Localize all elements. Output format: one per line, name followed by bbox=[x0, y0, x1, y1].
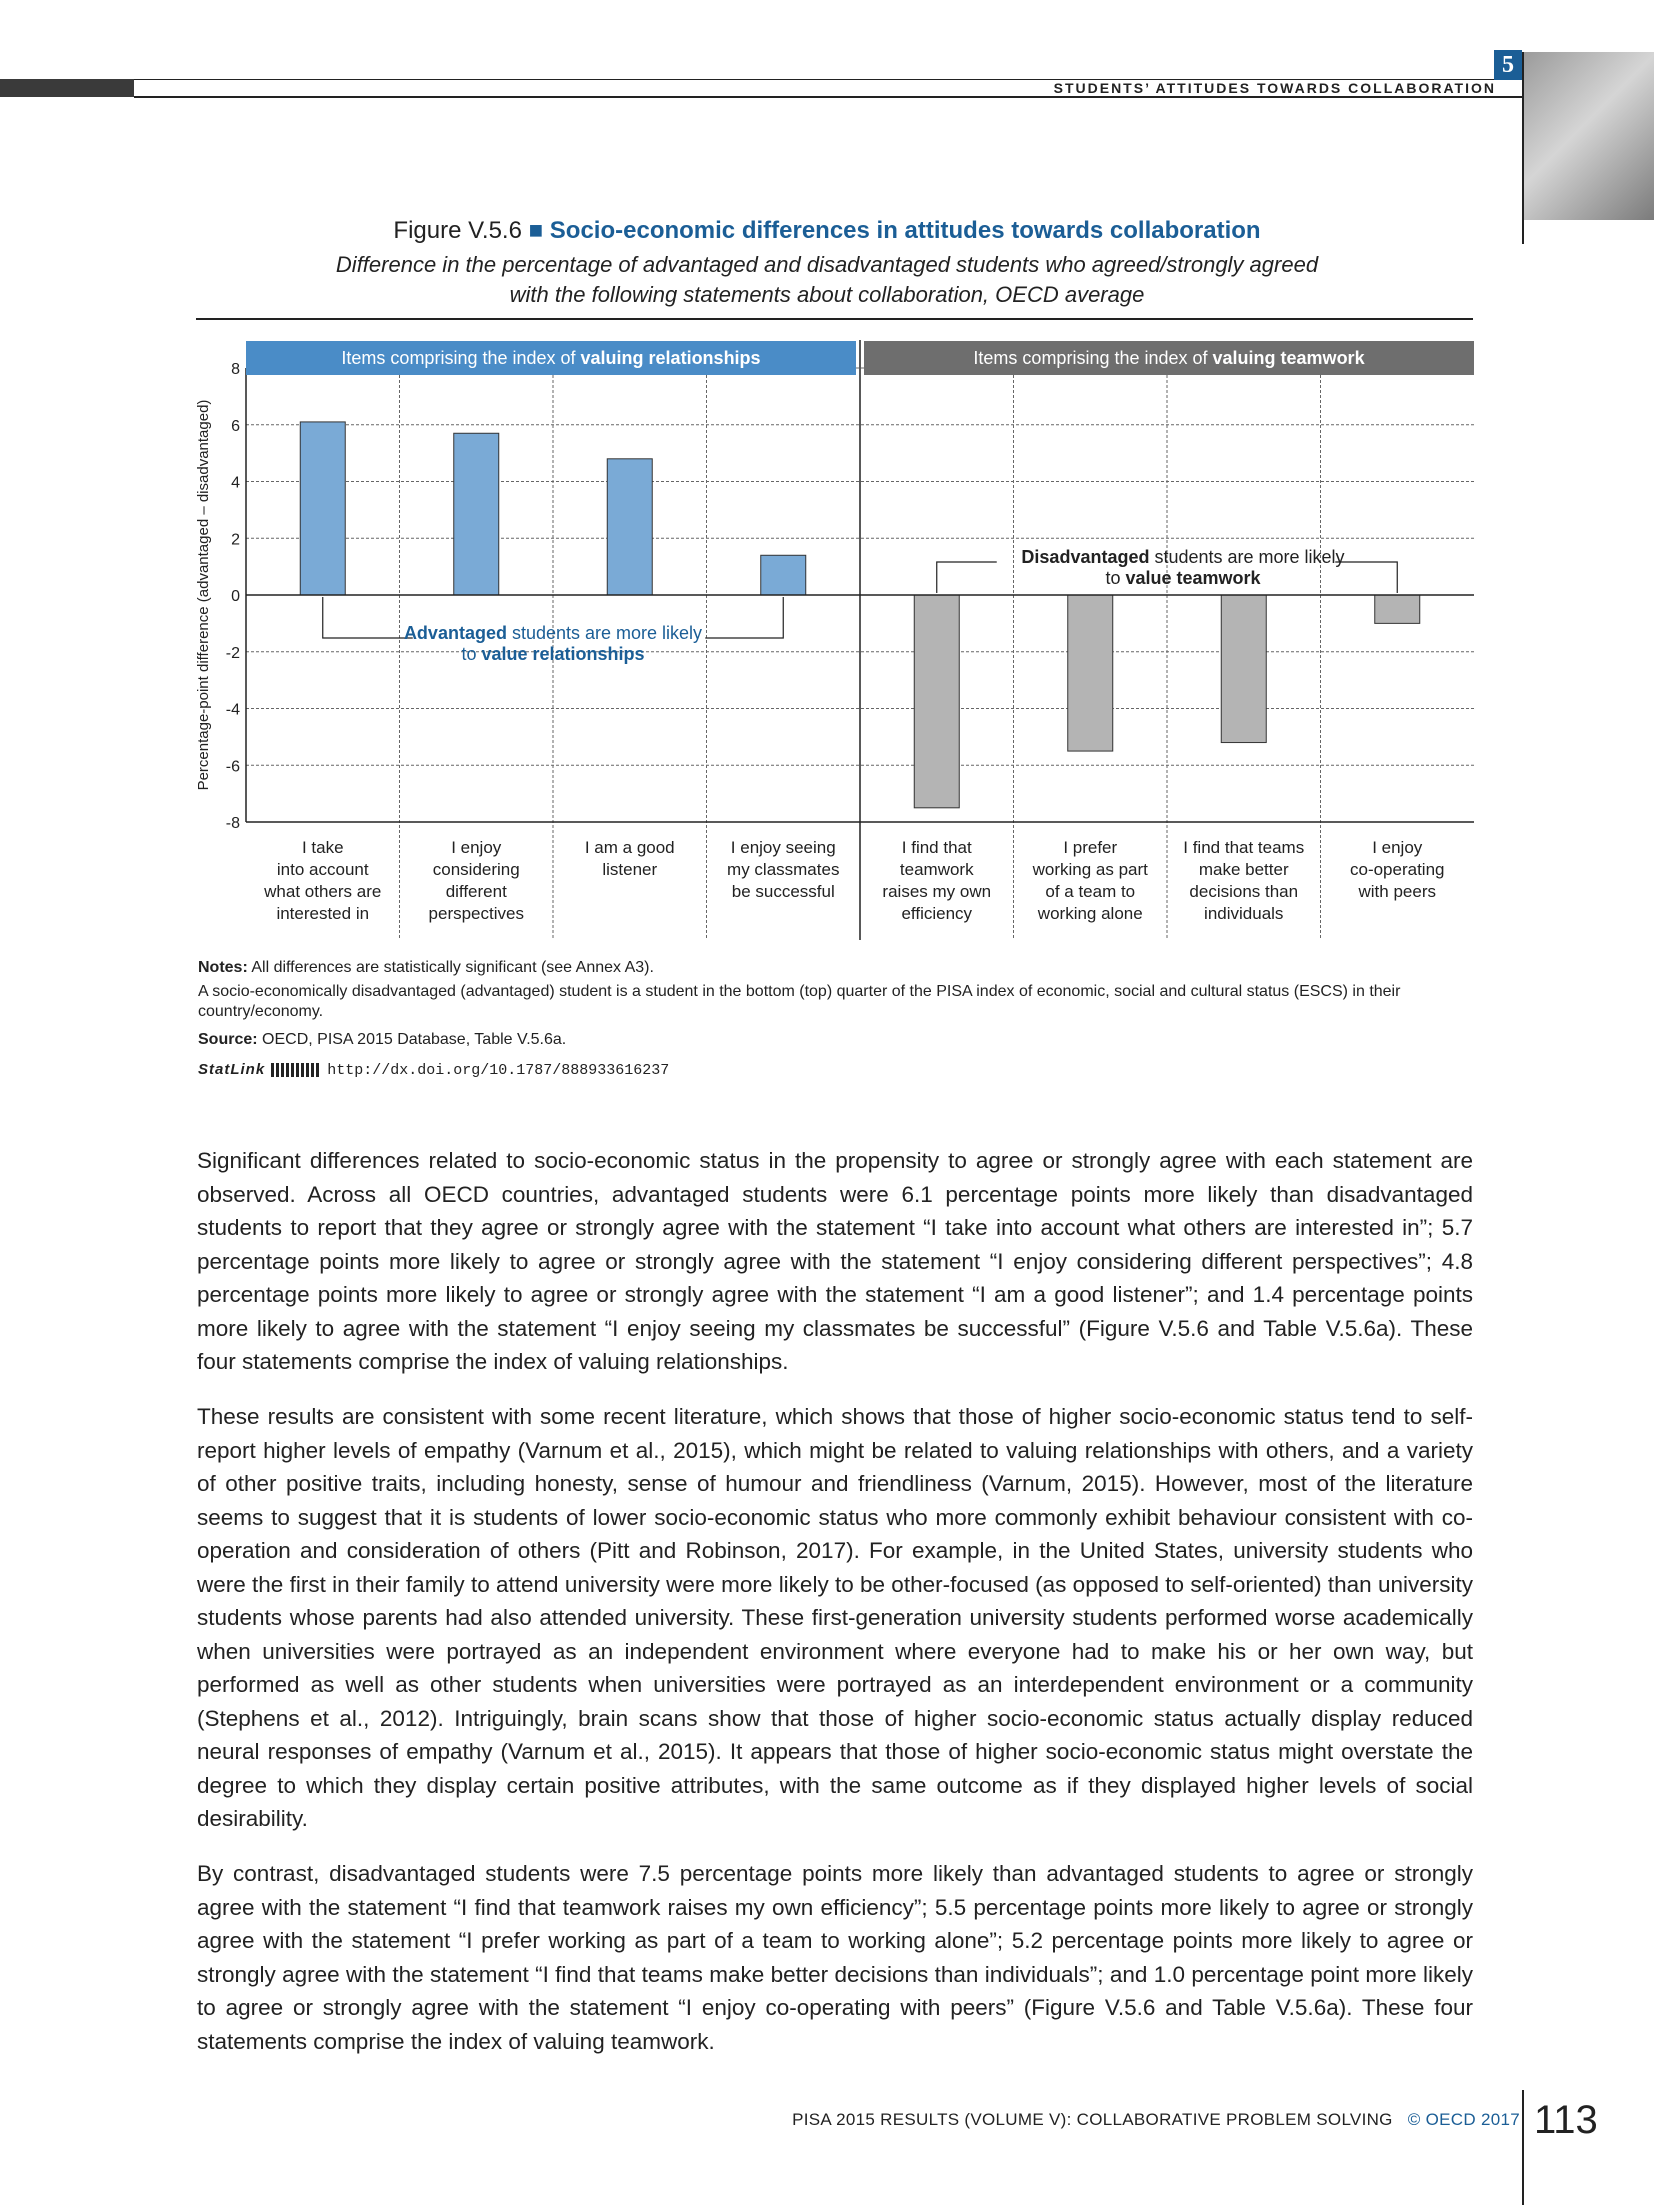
category-label: listener bbox=[602, 860, 658, 879]
bar bbox=[454, 433, 499, 595]
y-tick-label: 4 bbox=[231, 474, 240, 492]
chapter-photo bbox=[1522, 52, 1654, 220]
footer-copyright: © OECD 2017 bbox=[1407, 2110, 1520, 2129]
annotation-advantaged-line2: to value relationships bbox=[461, 644, 645, 664]
category-label: perspectives bbox=[428, 904, 524, 923]
category-label: co-operating bbox=[1349, 860, 1445, 879]
source-text: OECD, PISA 2015 Database, Table V.5.6a. bbox=[257, 1031, 567, 1048]
category-label: into account bbox=[276, 860, 369, 879]
bar-chart bbox=[190, 330, 1480, 940]
y-tick-label: 8 bbox=[231, 361, 240, 378]
annotation-disadvantaged-line2: to value teamwork bbox=[1105, 568, 1261, 588]
y-tick-label: -8 bbox=[225, 815, 240, 832]
notes-label: Notes: bbox=[198, 959, 248, 976]
figure-subtitle bbox=[240, 250, 1414, 310]
bar bbox=[1375, 595, 1420, 623]
y-tick-label: -2 bbox=[225, 644, 240, 662]
bar bbox=[1068, 595, 1113, 751]
figure-title-text: Socio-economic differences in attitudes towards collaboration bbox=[549, 217, 1261, 244]
bar bbox=[1221, 595, 1266, 743]
annotation-advantaged-line1: Advantaged students are more likely bbox=[403, 623, 703, 643]
photo-rule bbox=[1522, 52, 1524, 244]
category-label: I enjoy bbox=[451, 838, 502, 857]
y-tick-label: 0 bbox=[231, 588, 240, 605]
category-label: I find that bbox=[901, 838, 972, 857]
category-label: individuals bbox=[1204, 904, 1284, 923]
running-head: STUDENTS’ ATTITUDES TOWARDS COLLABORATION bbox=[1053, 80, 1496, 96]
category-label: what others are bbox=[264, 882, 382, 901]
category-label: working alone bbox=[1037, 904, 1143, 923]
annotation-bracket-left bbox=[705, 597, 783, 638]
figure-subtitle-line1: Difference in the percentage of advantaged and disadvantaged students who agreed/strongly agreed bbox=[335, 252, 1319, 277]
notes-text: All differences are statistically significant (see Annex A3). bbox=[247, 959, 654, 976]
category-label: I find that teams bbox=[1183, 838, 1305, 857]
statlink-logo-icon bbox=[271, 1063, 321, 1077]
category-label: I take bbox=[301, 838, 344, 857]
statlink-label: StatLink bbox=[198, 1061, 266, 1078]
source-label: Source: bbox=[198, 1031, 258, 1048]
category-label: make better bbox=[1198, 860, 1289, 879]
bar bbox=[761, 555, 806, 595]
category-label: I enjoy seeing bbox=[730, 838, 836, 857]
category-label: different bbox=[445, 882, 507, 901]
figure-subtitle-line2: with the following statements about collaboration, OECD average bbox=[509, 282, 1145, 307]
category-label: with peers bbox=[1358, 882, 1436, 901]
figure-title bbox=[190, 216, 1464, 246]
footer-rule bbox=[1522, 2090, 1524, 2205]
bar bbox=[300, 422, 345, 595]
group-header-label: Items comprising the index of valuing teamwork bbox=[973, 348, 1365, 368]
category-label: raises my own bbox=[882, 882, 992, 901]
notes-definition: A socio-economically disadvantaged (advantaged) student is a student in the bottom (top) quarter of the PISA index of economic, social and cultural status (ESCS) in their country/economy. bbox=[198, 983, 1401, 1020]
category-label: be successful bbox=[731, 882, 835, 901]
y-axis-title: Percentage-point difference (advantaged – disadvantaged) bbox=[195, 399, 212, 791]
footer-text bbox=[700, 2108, 1520, 2132]
category-label: I enjoy bbox=[1372, 838, 1423, 857]
y-tick-label: 6 bbox=[231, 417, 240, 435]
category-label: working as part bbox=[1032, 860, 1148, 879]
bar bbox=[607, 459, 652, 595]
category-label: I am a good bbox=[584, 838, 675, 857]
figure-separator: ■ bbox=[528, 217, 544, 244]
paragraph-2: These results are consistent with some recent literature, which shows that those of higher socio-economic status tend to self-report higher levels of empathy (Varnum et al., 2015), which might be related to valuing relationships with others, and a variety of other positive traits, including honesty, sense of humour and friendliness (Varnum, 2015). However, most of the literature seems to suggest that it is students of lower socio-economic status who more commonly exhibit behaviour consistent with co-operation and consideration of others (Pitt and Robinson, 2017). For example, in the United States, university students who were the first in their family to attend university were more likely to be other-focused (as opposed to self-oriented) than university students whose parents had also attended university. These first-generation university students performed worse academically when universities were portrayed as an independent environment where everyone had to make his or her own way, but performed as well as other students when universities were portrayed as an interdependent environment or a community (Stephens et al., 2012). Intriguingly, brain scans show that those of higher socio-economic status actually display reduced neural responses of empathy (Varnum et al., 2015). It appears that those of higher socio-economic status might overstate the degree to which they display certain positive attributes, with the same outcome as if they displayed higher levels of social desirability. bbox=[197, 1404, 1473, 1831]
footer-publication: PISA 2015 RESULTS (VOLUME V): COLLABORATIVE PROBLEM SOLVING bbox=[792, 2110, 1393, 2129]
figure-number: Figure V.5.6 bbox=[393, 217, 522, 244]
statlink[interactable] bbox=[198, 1061, 669, 1079]
y-tick-label: 2 bbox=[231, 531, 240, 549]
y-tick-label: -6 bbox=[225, 758, 240, 776]
bar bbox=[914, 595, 959, 808]
category-label: efficiency bbox=[901, 904, 973, 923]
category-label: interested in bbox=[276, 904, 370, 923]
page-number: 113 bbox=[1534, 2098, 1598, 2142]
group-header-label: Items comprising the index of valuing relationships bbox=[341, 348, 761, 368]
chapter-number: 5 bbox=[1494, 50, 1522, 80]
category-label: of a team to bbox=[1045, 882, 1136, 901]
annotation-bracket-right bbox=[937, 562, 997, 593]
category-label: I prefer bbox=[1063, 838, 1118, 857]
category-label: teamwork bbox=[899, 860, 974, 879]
category-label: decisions than bbox=[1189, 882, 1299, 901]
statlink-url[interactable]: http://dx.doi.org/10.1787/888933616237 bbox=[327, 1062, 670, 1079]
y-tick-label: -4 bbox=[225, 701, 240, 719]
notes bbox=[198, 958, 1473, 978]
category-label: considering bbox=[432, 860, 520, 879]
header-bar bbox=[0, 79, 134, 97]
source bbox=[198, 1030, 1473, 1050]
annotation-disadvantaged-line1: Disadvantaged students are more likely bbox=[1021, 547, 1345, 567]
paragraph-1: Significant differences related to socio-economic status in the propensity to agree or strongly agree with each statement are observed. Across all OECD countries, advantaged students were 6.1 percentage points more likely than disadvantaged students to report that they agree or strongly agree with the statement “I take into account what others are interested in”; 5.7 percentage points more likely to agree or strongly agree with the statement “I enjoy considering different perspectives”; 4.8 percentage points more likely to agree or strongly agree with the statement “I am a good listener”; and 1.4 percentage points more likely to agree with the statement “I enjoy seeing my classmates be successful” (Figure V.5.6 and Table V.5.6a). These four statements comprise the index of valuing relationships. bbox=[197, 1148, 1473, 1374]
figure-rule bbox=[196, 318, 1473, 320]
paragraph-3: By contrast, disadvantaged students were 7.5 percentage points more likely than advantaged students to agree or strongly agree with the statement “I find that teamwork raises my own efficiency”; 5.5 percentage points more likely to agree or strongly agree with the statement “I prefer working as part of a team to working alone”; 5.2 percentage points more likely to agree or strongly agree with the statement “I find that teams make better decisions than individuals”; and 1.0 percentage point more likely to agree or strongly agree with the statement “I enjoy co-operating with peers” (Figure V.5.6 and Table V.5.6a). These four statements comprise the index of valuing teamwork. bbox=[197, 1861, 1473, 2054]
category-label: my classmates bbox=[727, 860, 840, 879]
